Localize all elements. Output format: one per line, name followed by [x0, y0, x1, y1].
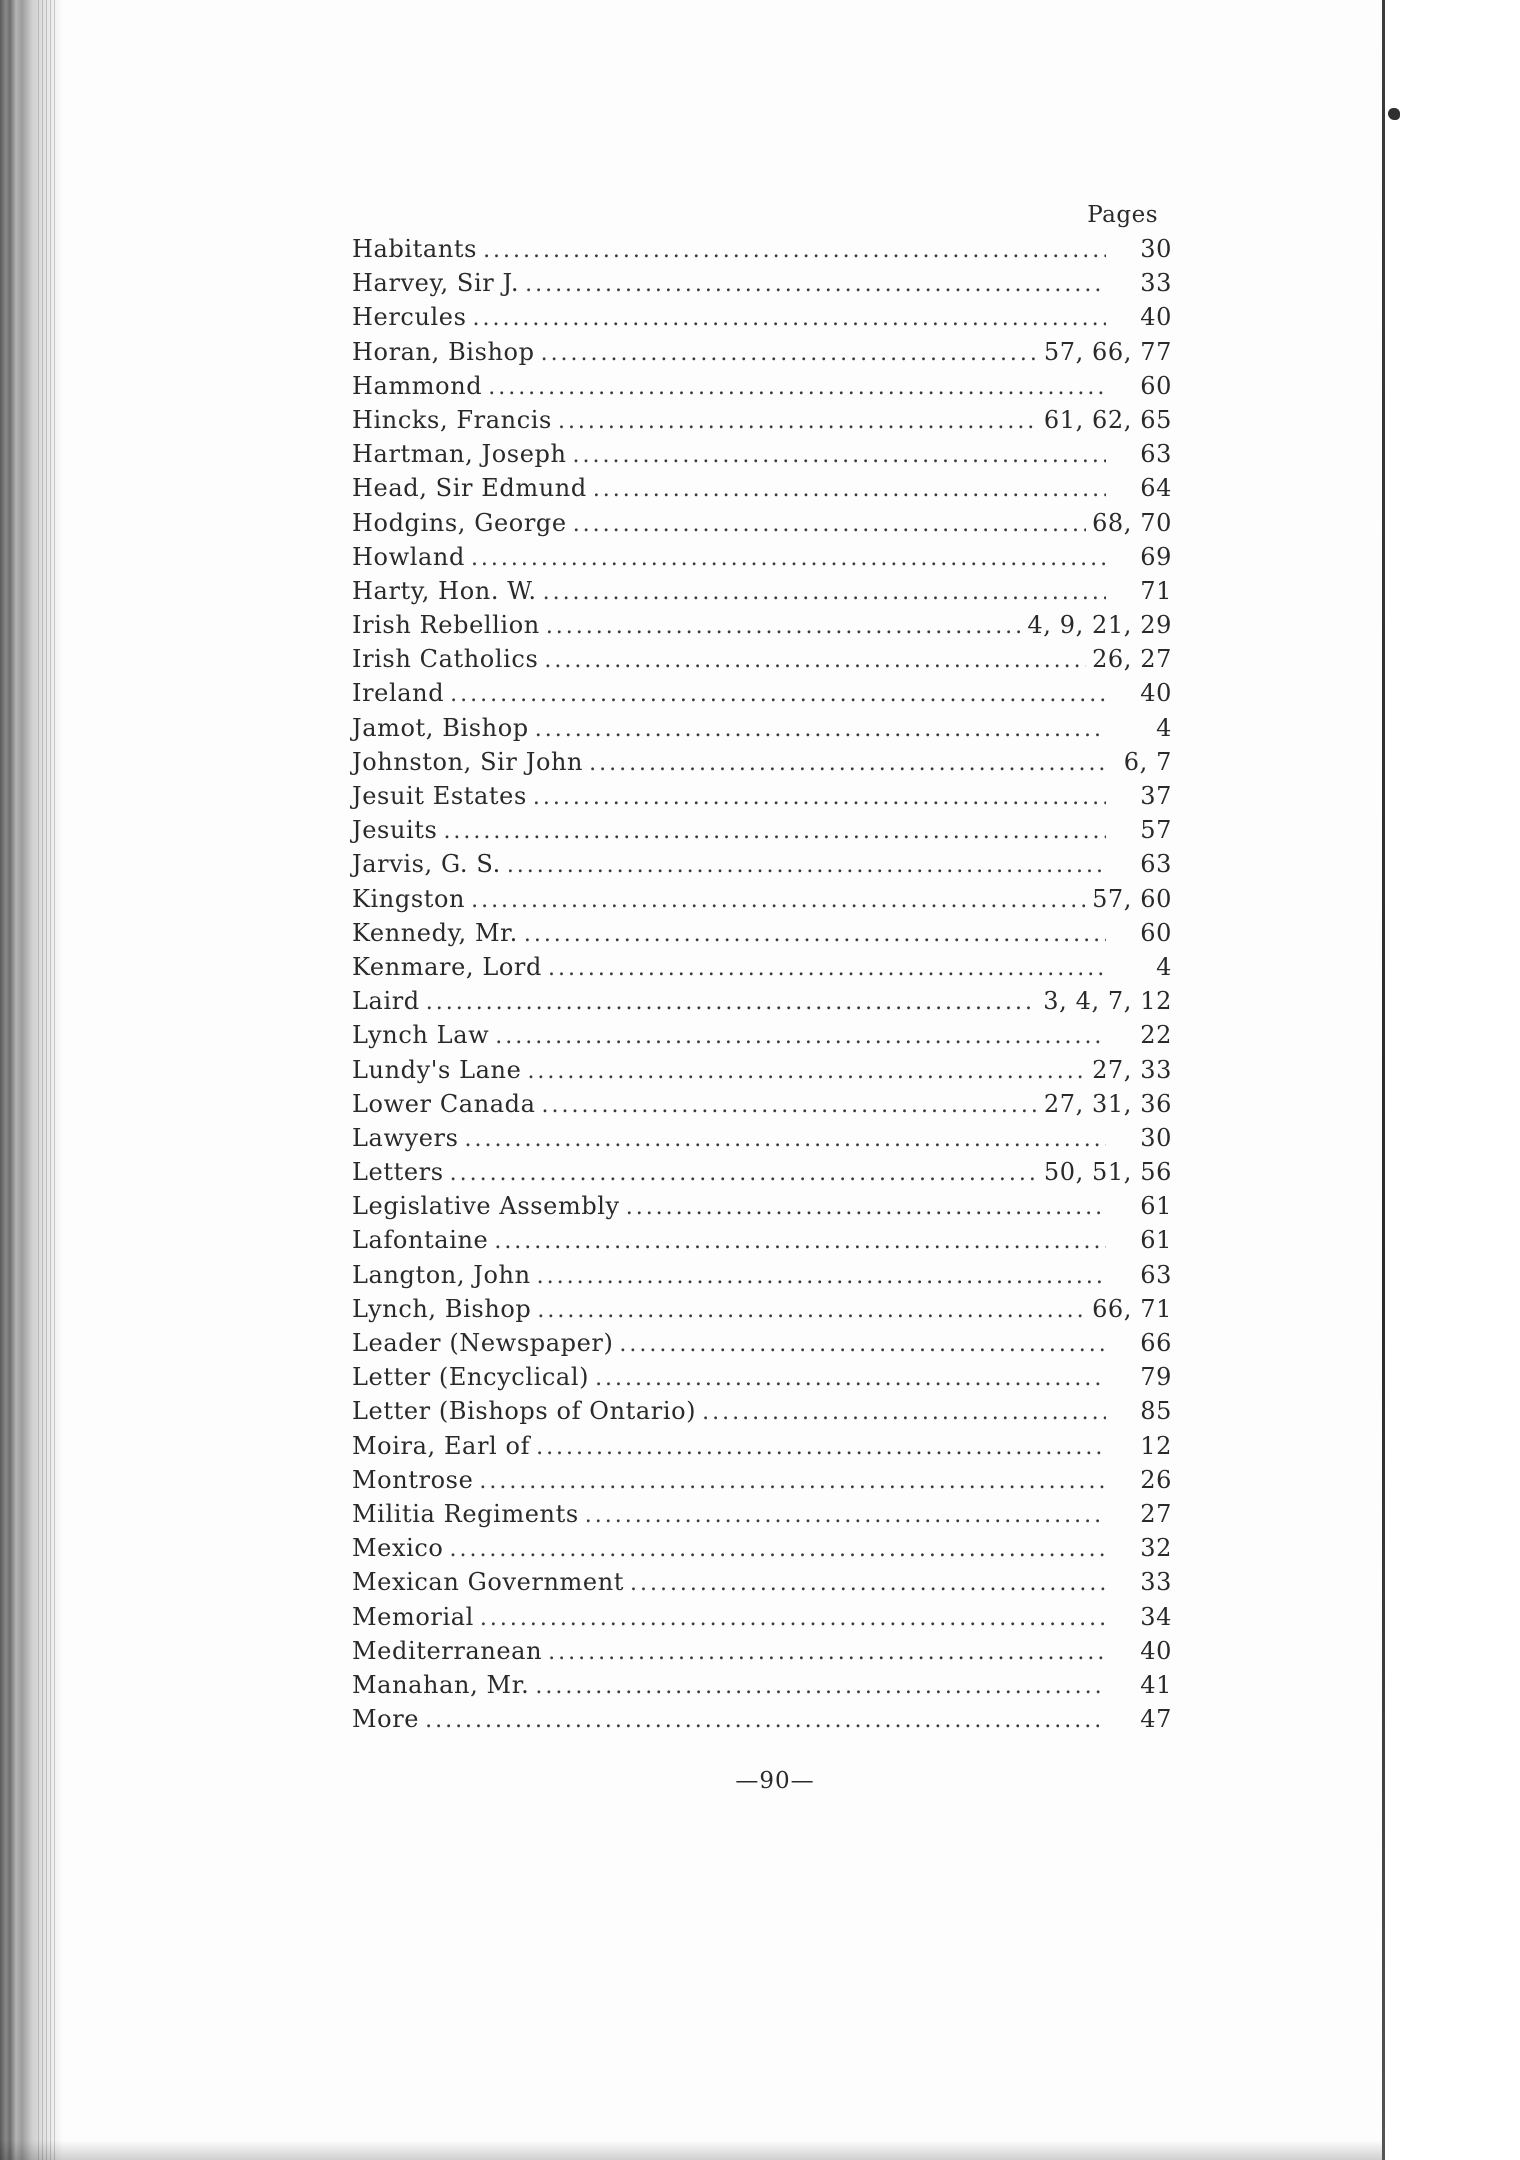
- dot-leader: [626, 1189, 1106, 1225]
- index-entry: [352, 608, 1172, 642]
- index-entry-pages: 71: [1140, 576, 1172, 605]
- index-entry-name: Laird: [352, 987, 420, 1016]
- index-entry: [352, 506, 1172, 540]
- index-entry-name: Lafontaine: [352, 1226, 489, 1255]
- index-entry-pages: 4: [1156, 952, 1172, 981]
- ink-mark: [1388, 108, 1400, 120]
- dot-leader: [449, 1531, 1106, 1567]
- index-entry-name: Hodgins, George: [352, 508, 567, 537]
- index-entry: [352, 540, 1172, 574]
- index-entry: [352, 779, 1172, 813]
- index-entry: [352, 1258, 1172, 1292]
- index-entry-name: Kingston: [352, 884, 466, 913]
- dot-leader: [544, 642, 1086, 678]
- index-entry-list: [352, 232, 1172, 1736]
- index-entry-pages: 79: [1140, 1363, 1172, 1392]
- index-entry-pages: 64: [1140, 474, 1172, 503]
- index-entry-pages: 57, 66, 77: [1043, 337, 1172, 366]
- index-entry: [352, 574, 1172, 608]
- index-entry-name: Hartman, Joseph: [352, 440, 567, 469]
- index-entry-pages: 50, 51, 56: [1043, 1158, 1172, 1187]
- index-entry-pages: 6, 7: [1123, 747, 1172, 776]
- dot-leader: [541, 335, 1038, 371]
- index-entry-pages: 4: [1156, 713, 1172, 742]
- index-entry-pages: 26, 27: [1092, 645, 1172, 674]
- index-entry-name: Militia Regiments: [352, 1499, 579, 1528]
- index-entry-pages: 68, 70: [1092, 508, 1172, 537]
- index-entry-name: Moira, Earl of: [352, 1431, 531, 1460]
- dot-leader: [480, 1600, 1106, 1636]
- index-entry-name: Jesuit Estates: [352, 782, 527, 810]
- index-entry-name: Mexico: [352, 1534, 444, 1563]
- dot-leader: [425, 1702, 1106, 1738]
- index-entry-pages: 57: [1140, 816, 1172, 845]
- index-entry-name: More: [352, 1705, 420, 1734]
- index-entry-name: Howland: [352, 542, 465, 571]
- index-entry-name: Jesuits: [352, 816, 438, 845]
- dot-leader: [595, 1360, 1106, 1396]
- index-section: [352, 198, 1172, 1736]
- index-entry-name: Lynch Law: [352, 1021, 490, 1050]
- index-entry-pages: 27, 33: [1092, 1055, 1172, 1084]
- index-entry-name: Habitants: [352, 235, 478, 263]
- index-entry-pages: 41: [1140, 1670, 1172, 1699]
- dot-leader: [543, 574, 1106, 610]
- dot-leader: [473, 300, 1107, 336]
- index-entry-name: Lundy's Lane: [352, 1055, 522, 1084]
- index-entry-pages: 63: [1140, 1260, 1172, 1289]
- index-entry: [352, 266, 1172, 300]
- dot-leader: [479, 1463, 1106, 1499]
- index-entry-pages: 22: [1140, 1021, 1172, 1050]
- index-entry: [352, 369, 1172, 403]
- index-entry-pages: 34: [1140, 1602, 1172, 1631]
- dot-leader: [542, 1087, 1038, 1123]
- index-entry-name: Jamot, Bishop: [352, 713, 529, 742]
- index-entry-pages: 85: [1140, 1397, 1172, 1426]
- dot-leader: [593, 471, 1106, 507]
- index-entry: [352, 335, 1172, 369]
- dot-leader: [535, 711, 1106, 747]
- binding-page-edges: [38, 0, 56, 2160]
- index-entry: [352, 1394, 1172, 1428]
- index-entry-pages: 30: [1140, 1123, 1172, 1152]
- dot-leader: [525, 266, 1106, 302]
- index-entry-pages: 61, 62, 65: [1043, 405, 1172, 434]
- index-entry-name: Irish Catholics: [352, 645, 539, 674]
- index-entry-pages: 57, 60: [1092, 884, 1172, 913]
- dot-leader: [546, 608, 1022, 644]
- index-entry: [352, 1463, 1172, 1497]
- right-margin: [1382, 0, 1520, 2160]
- index-entry-name: Horan, Bishop: [352, 337, 535, 366]
- index-entry-pages: 33: [1140, 1568, 1172, 1597]
- index-entry-name: Jarvis, G. S.: [352, 850, 501, 879]
- index-entry-pages: 60: [1140, 371, 1172, 400]
- index-entry-pages: 40: [1140, 303, 1172, 332]
- index-entry-pages: 26: [1140, 1465, 1172, 1494]
- index-entry-pages: 37: [1140, 782, 1172, 810]
- dot-leader: [533, 779, 1106, 815]
- index-entry-name: Langton, John: [352, 1260, 531, 1289]
- index-entry: [352, 1121, 1172, 1155]
- dot-leader: [471, 540, 1106, 576]
- index-entry-name: Manahan, Mr.: [352, 1670, 530, 1699]
- index-entry-name: Mediterranean: [352, 1636, 543, 1665]
- index-entry-name: Letter (Bishops of Ontario): [352, 1397, 697, 1426]
- index-entry-pages: 63: [1140, 440, 1172, 469]
- index-entry-pages: 66, 71: [1092, 1294, 1172, 1323]
- index-entry-pages: 27: [1140, 1499, 1172, 1528]
- dot-leader: [483, 232, 1106, 268]
- index-entry: [352, 1155, 1172, 1189]
- index-entry: [352, 1497, 1172, 1531]
- index-entry-name: Mexican Government: [352, 1568, 624, 1597]
- index-entry-name: Lower Canada: [352, 1089, 536, 1118]
- dot-leader: [443, 813, 1106, 849]
- dot-leader: [537, 1292, 1086, 1328]
- index-entry-pages: 33: [1140, 269, 1172, 298]
- index-entry-name: Irish Rebellion: [352, 611, 540, 640]
- index-entry: [352, 1053, 1172, 1087]
- index-entry-pages: 63: [1140, 850, 1172, 879]
- index-entry: [352, 711, 1172, 745]
- index-entry: [352, 1326, 1172, 1360]
- index-entry-name: Harvey, Sir J.: [352, 269, 520, 298]
- index-entry: [352, 1087, 1172, 1121]
- index-entry-name: Memorial: [352, 1602, 474, 1631]
- index-entry: [352, 300, 1172, 334]
- index-entry-name: Kenmare, Lord: [352, 952, 542, 981]
- dot-leader: [573, 437, 1106, 473]
- index-entry: [352, 403, 1172, 437]
- index-entry: [352, 813, 1172, 847]
- dot-leader: [527, 1053, 1086, 1089]
- index-entry: [352, 1429, 1172, 1463]
- index-entry-pages: 40: [1140, 679, 1172, 708]
- index-entry-name: Lynch, Bishop: [352, 1294, 532, 1323]
- dot-leader: [494, 1223, 1106, 1259]
- index-entry-name: Johnston, Sir John: [352, 747, 584, 776]
- index-entry-name: Hercules: [352, 303, 467, 332]
- index-entry-name: Lawyers: [352, 1123, 459, 1152]
- dot-leader: [535, 1668, 1106, 1704]
- dot-leader: [426, 984, 1038, 1020]
- index-entry: [352, 1600, 1172, 1634]
- index-entry-name: Letters: [352, 1158, 444, 1187]
- page-edge-line: [1382, 0, 1385, 2160]
- dot-leader: [524, 916, 1106, 952]
- index-entry: [352, 437, 1172, 471]
- index-entry-name: Leader (Newspaper): [352, 1329, 614, 1357]
- index-entry-name: Hammond: [352, 371, 483, 400]
- index-entry: [352, 745, 1172, 779]
- index-entry-pages: 61: [1140, 1192, 1172, 1221]
- index-entry-pages: 61: [1140, 1226, 1172, 1255]
- dot-leader: [573, 506, 1086, 542]
- dot-leader: [630, 1565, 1106, 1601]
- index-entry-pages: 3, 4, 7, 12: [1043, 987, 1172, 1016]
- dot-leader: [471, 882, 1086, 918]
- index-entry-pages: 60: [1140, 918, 1172, 947]
- dot-leader: [488, 369, 1106, 405]
- index-entry-pages: 4, 9, 21, 29: [1027, 611, 1172, 640]
- dot-leader: [495, 1018, 1106, 1054]
- index-entry-pages: 47: [1140, 1705, 1172, 1734]
- index-entry: [352, 1531, 1172, 1565]
- index-entry: [352, 1565, 1172, 1599]
- index-entry: [352, 916, 1172, 950]
- bottom-shadow: [0, 2140, 1382, 2160]
- index-entry: [352, 1634, 1172, 1668]
- index-entry-name: Head, Sir Edmund: [352, 474, 587, 503]
- index-entry: [352, 1292, 1172, 1326]
- index-entry-name: Harty, Hon. W.: [352, 576, 537, 605]
- dot-leader: [465, 1121, 1106, 1157]
- index-entry: [352, 676, 1172, 710]
- index-entry: [352, 1018, 1172, 1052]
- dot-leader: [589, 745, 1106, 781]
- index-entry: [352, 1223, 1172, 1257]
- index-entry: [352, 1702, 1172, 1736]
- page-number: —90—: [735, 1768, 815, 1794]
- dot-leader: [537, 1258, 1106, 1294]
- index-entry: [352, 1668, 1172, 1702]
- dot-leader: [585, 1497, 1106, 1533]
- dot-leader: [548, 950, 1106, 986]
- index-entry-name: Kennedy, Mr.: [352, 918, 518, 947]
- index-entry: [352, 847, 1172, 881]
- index-entry-name: Hincks, Francis: [352, 405, 552, 434]
- index-entry: [352, 882, 1172, 916]
- index-entry-name: Montrose: [352, 1465, 474, 1494]
- dot-leader: [450, 676, 1106, 712]
- index-entry: [352, 1189, 1172, 1223]
- index-entry: [352, 984, 1172, 1018]
- index-entry-pages: 32: [1140, 1534, 1172, 1563]
- index-entry-name: Legislative Assembly: [352, 1192, 620, 1221]
- index-entry: [352, 1360, 1172, 1394]
- index-entry-pages: 12: [1140, 1431, 1172, 1460]
- dot-leader: [536, 1429, 1106, 1465]
- index-entry-pages: 27, 31, 36: [1043, 1089, 1172, 1118]
- index-entry-pages: 66: [1140, 1329, 1172, 1357]
- index-entry-pages: 69: [1140, 542, 1172, 571]
- index-entry: [352, 232, 1172, 266]
- index-entry-pages: 30: [1140, 235, 1172, 263]
- index-entry-name: Letter (Encyclical): [352, 1363, 590, 1392]
- index-entry-name: Ireland: [352, 679, 445, 708]
- pages-column-header: Pages: [1087, 202, 1158, 228]
- index-entry: [352, 471, 1172, 505]
- index-entry-pages: 40: [1140, 1636, 1172, 1665]
- index-entry: [352, 950, 1172, 984]
- dot-leader: [450, 1155, 1038, 1191]
- dot-leader: [507, 847, 1106, 883]
- dot-leader: [619, 1326, 1106, 1362]
- dot-leader: [558, 403, 1038, 439]
- dot-leader: [702, 1394, 1106, 1430]
- dot-leader: [548, 1634, 1106, 1670]
- index-entry: [352, 642, 1172, 676]
